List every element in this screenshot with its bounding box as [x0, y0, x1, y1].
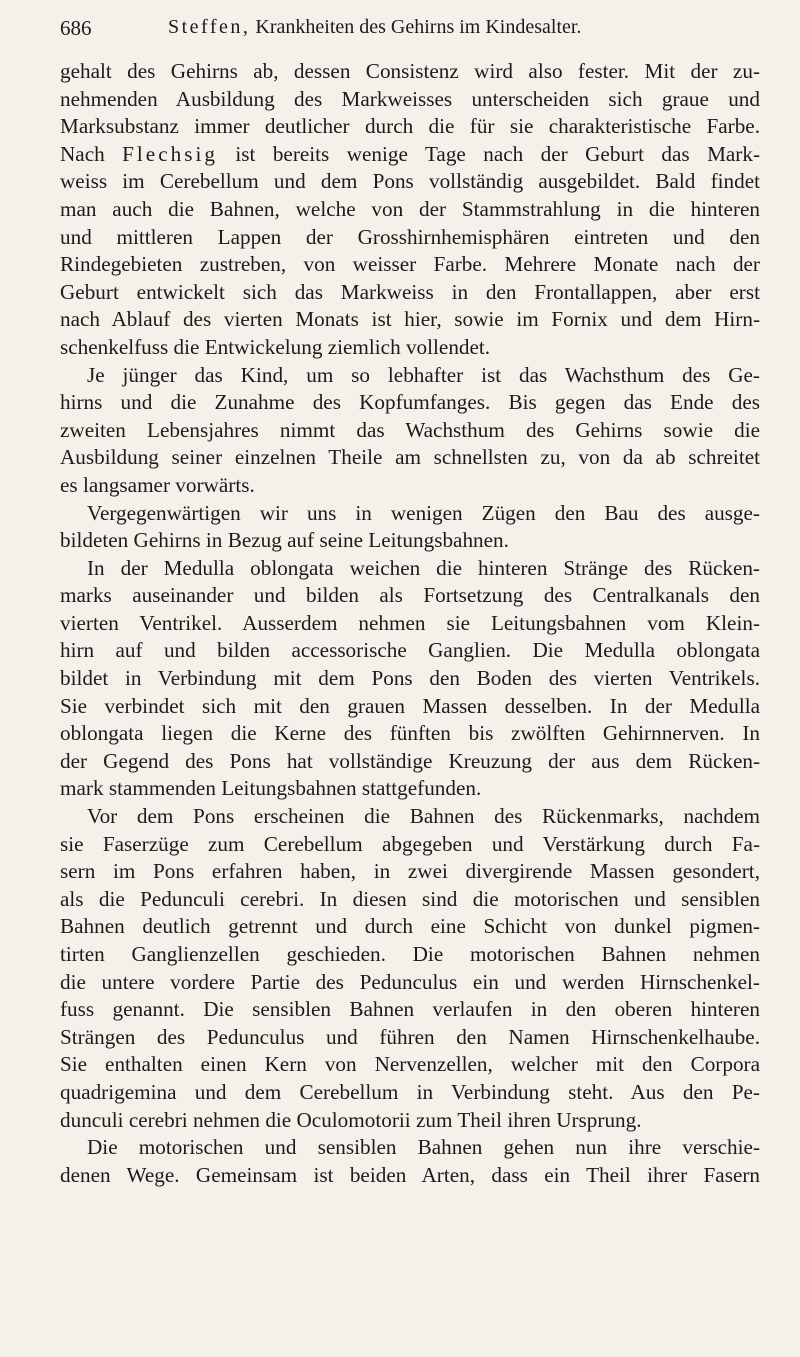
- text-line: Sie enthalten einen Kern von Nervenzellen, welcher mit den Corpora: [60, 1052, 760, 1077]
- text-line: Je jünger das Kind, um so lebhafter ist das Wachsthum des Ge-: [87, 362, 760, 387]
- text-line: man auch die Bahnen, welche von der Stammstrahlung in die hinteren: [60, 196, 760, 221]
- text-line: fuss genannt. Die sensiblen Bahnen verlaufen in den oberen hinteren: [60, 997, 760, 1022]
- text-line: nach Ablauf des vierten Monats ist hier, sowie im Fornix und dem Hirn-: [60, 307, 760, 332]
- text-line: Rindegebieten zustreben, von weisser Farbe. Mehrere Monate nach der: [60, 252, 760, 277]
- text-line: [60, 141, 760, 169]
- line-rest: ist bereits wenige Tage nach der Geburt das Mark-: [217, 141, 761, 166]
- text-line: hirns und die Zunahme des Kopfumfanges. Bis gegen das Ende des: [60, 390, 760, 415]
- text-line: und mittleren Lappen der Grosshirnhemisphären eintreten und den: [60, 224, 760, 249]
- header-title: Krankheiten des Gehirns im Kindesalter.: [255, 16, 582, 38]
- text-line: der Gegend des Pons hat vollständige Kreuzung der aus dem Rücken-: [60, 748, 760, 773]
- text-line: Sie verbindet sich mit den grauen Massen desselben. In der Medulla: [60, 693, 760, 718]
- text-line: hirn auf und bilden accessorische Ganglien. Die Medulla oblongata: [60, 638, 760, 663]
- text-line: quadrigemina und dem Cerebellum in Verbindung steht. Aus den Pe-: [60, 1079, 760, 1104]
- text-line: Marksubstanz immer deutlicher durch die für sie charakteristische Farbe.: [60, 114, 760, 139]
- body-text: [60, 58, 760, 1189]
- header-author: Steffen,: [168, 16, 251, 38]
- text-line: denen Wege. Gemeinsam ist beiden Arten, dass ein Theil ihrer Fasern: [60, 1162, 760, 1187]
- running-title: [168, 16, 581, 39]
- spaced-name: Flechsig: [122, 141, 218, 166]
- text-line: die untere vordere Partie des Pedunculus ein und werden Hirnschenkel-: [60, 969, 760, 994]
- line-start: Nach: [60, 141, 105, 166]
- text-line: gehalt des Gehirns ab, dessen Consistenz wird also fester. Mit der zu-: [60, 59, 760, 83]
- text-line: bildeten Gehirns in Bezug auf seine Leitungsbahnen.: [60, 528, 509, 553]
- text-line: marks auseinander und bilden als Fortsetzung des Centralkanals den: [60, 583, 760, 608]
- text-line: Strängen des Pedunculus und führen den Namen Hirnschenkelhaube.: [60, 1024, 760, 1049]
- text-line: sie Faserzüge zum Cerebellum abgegeben und Verstärkung durch Fa-: [60, 831, 760, 856]
- text-line: In der Medulla oblongata weichen die hinteren Stränge des Rücken-: [87, 555, 760, 580]
- text-line: dunculi cerebri nehmen die Oculomotorii zum Theil ihren Ursprung.: [60, 1107, 642, 1132]
- text-line: zweiten Lebensjahres nimmt das Wachsthum des Gehirns sowie die: [60, 417, 760, 442]
- text-line: es langsamer vorwärts.: [60, 472, 255, 497]
- text-line: schenkelfuss die Entwickelung ziemlich vollendet.: [60, 334, 491, 359]
- page-number: 686: [60, 16, 92, 40]
- text-line: oblongata liegen die Kerne des fünften bis zwölften Gehirnnerven. In: [60, 721, 760, 746]
- running-header: [60, 16, 760, 42]
- text-line: Bahnen deutlich getrennt und durch eine Schicht von dunkel pigmen-: [60, 914, 760, 939]
- text-line: vierten Ventrikel. Ausserdem nehmen sie Leitungsbahnen vom Klein-: [60, 610, 760, 635]
- text-line: tirten Ganglienzellen geschieden. Die motorischen Bahnen nehmen: [60, 942, 760, 966]
- text-line: als die Pedunculi cerebri. In diesen sind die motorischen und sensiblen: [60, 886, 760, 911]
- text-line: Ausbildung seiner einzelnen Theile am schnellsten zu, von da ab schreitet: [60, 445, 760, 470]
- text-line: bildet in Verbindung mit dem Pons den Boden des vierten Ventrikels.: [60, 666, 760, 691]
- text-line: Geburt entwickelt sich das Markweiss in den Frontallappen, aber erst: [60, 279, 760, 304]
- text-line: Vergegenwärtigen wir uns in wenigen Zügen den Bau des ausge-: [87, 500, 760, 525]
- text-line: mark stammenden Leitungsbahnen stattgefunden.: [60, 776, 482, 801]
- text-line: sern im Pons erfahren haben, in zwei divergirende Massen gesondert,: [60, 859, 760, 884]
- text-line: nehmenden Ausbildung des Markweisses unterscheiden sich graue und: [60, 86, 760, 111]
- text-line: Die motorischen und sensiblen Bahnen gehen nun ihre verschie-: [87, 1135, 760, 1160]
- text-line: weiss im Cerebellum und dem Pons vollständig ausgebildet. Bald findet: [60, 169, 760, 194]
- text-line: Vor dem Pons erscheinen die Bahnen des Rückenmarks, nachdem: [87, 804, 760, 829]
